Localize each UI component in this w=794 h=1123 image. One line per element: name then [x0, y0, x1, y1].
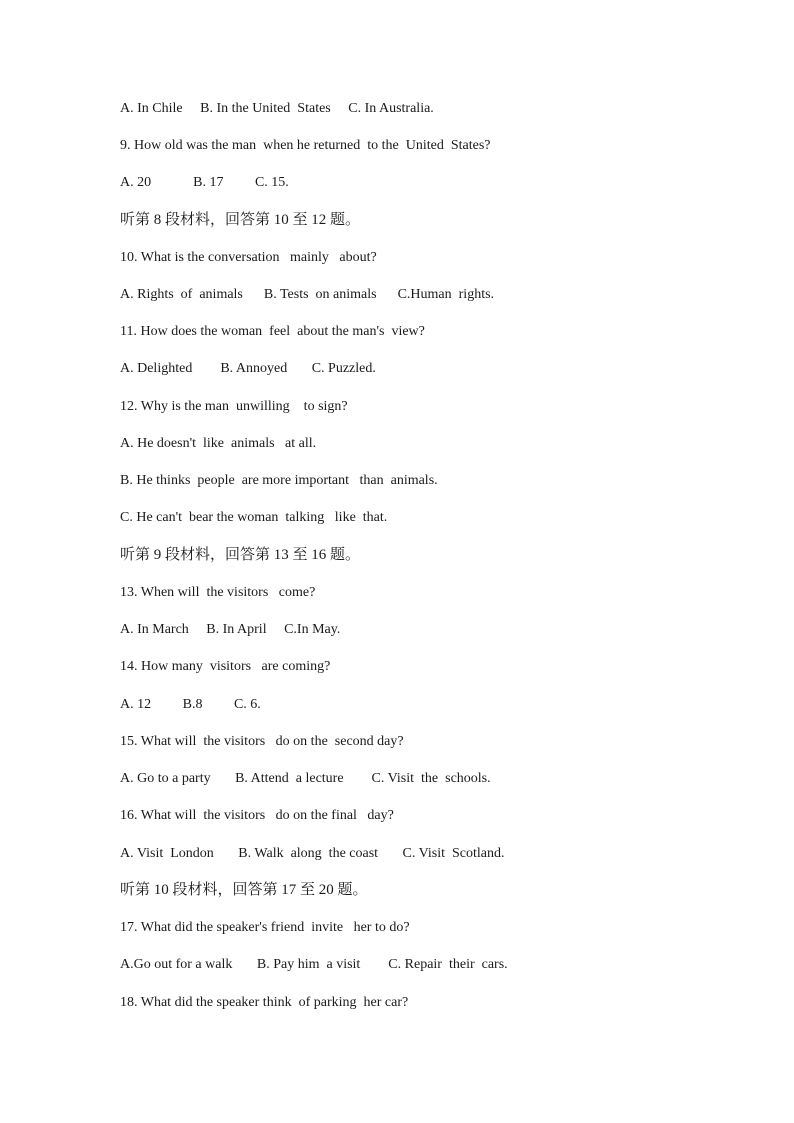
option-line: A. In March B. In April C.In May.: [120, 622, 341, 637]
section-heading-9: 听第 9 段材料，回答第 13 至 16 题。: [120, 547, 361, 563]
option-line: A. 12 B.8 C. 6.: [120, 697, 261, 712]
question-18: 18. What did the speaker think of parking her car?: [120, 995, 409, 1010]
question-16: 16. What will the visitors do on the final day?: [120, 808, 394, 823]
question-15: 15. What will the visitors do on the second day?: [120, 734, 404, 749]
option-line: A. Go to a party B. Attend a lecture C. Visit the schools.: [120, 771, 491, 786]
question-14: 14. How many visitors are coming?: [120, 659, 331, 674]
question-9: 9. How old was the man when he returned to the United States?: [120, 138, 491, 153]
option-line: A. Delighted B. Annoyed C. Puzzled.: [120, 361, 376, 376]
question-17: 17. What did the speaker's friend invite her to do?: [120, 920, 410, 935]
option-line: B. He thinks people are more important than animals.: [120, 473, 438, 488]
question-12: 12. Why is the man unwilling to sign?: [120, 399, 348, 414]
option-line: C. He can't bear the woman talking like that.: [120, 510, 388, 525]
section-heading-8: 听第 8 段材料，回答第 10 至 12 题。: [120, 212, 361, 228]
option-line: A. In Chile B. In the United States C. In Australia.: [120, 101, 434, 116]
option-line: A.Go out for a walk B. Pay him a visit C. Repair their cars.: [120, 957, 508, 972]
question-10: 10. What is the conversation mainly about?: [120, 250, 377, 265]
section-heading-10: 听第 10 段材料，回答第 17 至 20 题。: [120, 882, 368, 898]
option-line: A. Visit London B. Walk along the coast C. Visit Scotland.: [120, 846, 505, 861]
question-11: 11. How does the woman feel about the man's view?: [120, 324, 425, 339]
option-line: A. Rights of animals B. Tests on animals C.Human rights.: [120, 287, 495, 302]
option-line: A. He doesn't like animals at all.: [120, 436, 317, 451]
option-line: A. 20 B. 17 C. 15.: [120, 175, 289, 190]
question-13: 13. When will the visitors come?: [120, 585, 316, 600]
